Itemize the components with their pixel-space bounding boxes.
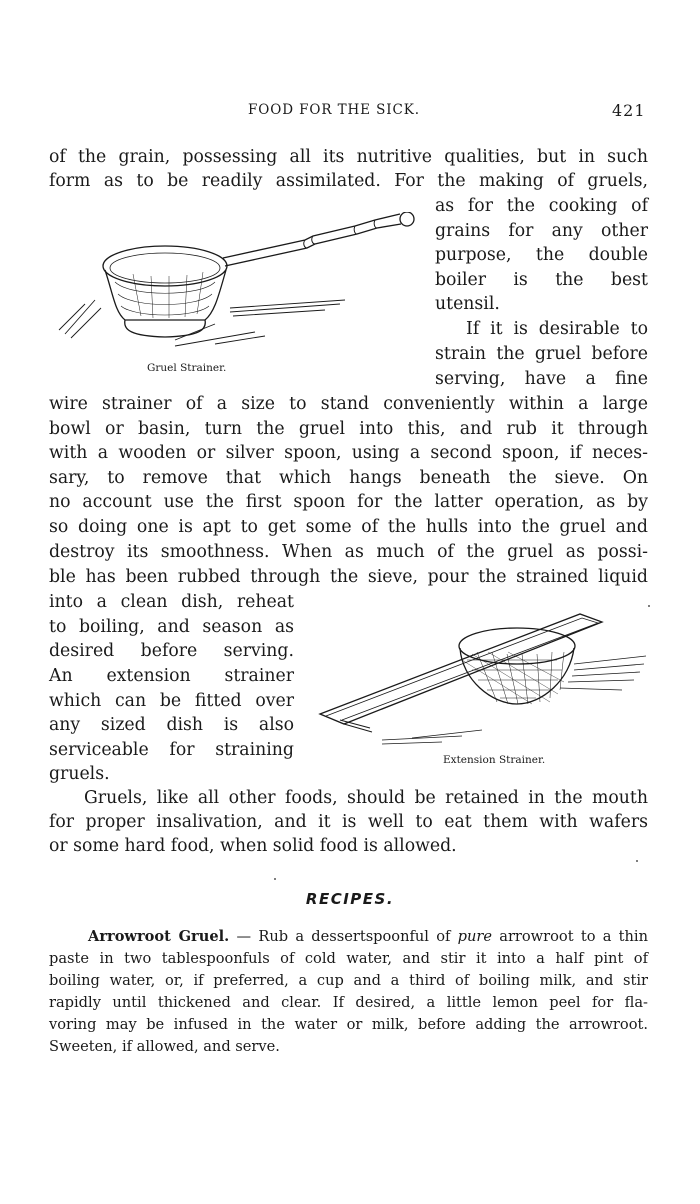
recipes-heading: RECIPES. [305,890,395,908]
recipe-name: Arrowroot Gruel. [88,928,230,945]
print-speck [636,860,638,862]
gruel-strainer-illustration [55,212,420,360]
body-line: serving, have a fine [435,369,648,389]
body-line: destroy its smoothness. When as much of the gruel as possi- [49,542,648,562]
body-line: Gruels, like all other foods, should be retained in the mouth [84,788,648,808]
body-line: desired before serving. [49,641,294,661]
body-line: no account use the first spoon for the latter operation, as by [49,492,648,512]
body-line: serviceable for straining [49,740,294,760]
running-title: FOOD FOR THE SICK. [248,102,420,118]
body-line: so doing one is apt to get some of the hulls into the gruel and [49,517,648,537]
body-line: gruels. [49,764,110,784]
body-line: utensil. [435,294,500,314]
print-speck [648,605,650,607]
recipe-line: paste in two tablespoonfuls of cold water, and stir it into a half pint of [49,950,648,967]
body-line: any sized dish is also [49,715,294,735]
body-line: wire strainer of a size to stand conveniently within a large [49,394,648,414]
recipe-emphasis: pure [457,928,492,945]
page-number: 421 [612,101,646,120]
body-line: for proper insalivation, and it is well to eat them with wafers [49,812,648,832]
recipe-line: Sweeten, if allowed, and serve. [49,1038,280,1055]
body-line: into a clean dish, reheat [49,592,294,612]
body-line: of the grain, possessing all its nutritive qualities, but in such [49,147,648,167]
body-line: to boiling, and season as [49,617,294,637]
body-line: grains for any other [435,221,648,241]
recipe-line: voring may be infused in the water or milk, before adding the arrowroot. [49,1016,648,1033]
body-line: with a wooden or silver spoon, using a second spoon, if neces- [49,443,648,463]
recipe-text: arrowroot to a thin [492,928,648,945]
extension-strainer-illustration [312,608,652,752]
body-line: boiler is the best [435,270,648,290]
recipe-line [88,927,648,947]
body-line: which can be fitted over [49,691,294,711]
recipe-text: Rub a dessertspoonful of [258,928,458,945]
gruel-strainer-caption: Gruel Strainer. [147,362,227,374]
body-line: bowl or basin, turn the gruel into this, and rub it through [49,419,648,439]
body-line: purpose, the double [435,245,648,265]
recipe-line: boiling water, or, if preferred, a cup and a third of boiling milk, and stir [49,972,648,989]
running-head [0,102,700,122]
recipe-dash: — [229,928,259,945]
body-line: as for the cooking of [435,196,648,216]
body-line: strain the gruel before [435,344,648,364]
body-line: An extension strainer [49,666,294,686]
print-speck [274,878,276,880]
extension-strainer-caption: Extension Strainer. [443,754,546,766]
body-line: or some hard food, when solid food is allowed. [49,836,457,856]
body-line: sary, to remove that which hangs beneath the sieve. On [49,468,648,488]
body-line: form as to be readily assimilated. For the making of gruels, [49,171,648,191]
body-line: ble has been rubbed through the sieve, pour the strained liquid [49,567,648,587]
body-line: If it is desirable to [466,319,648,339]
recipe-line: rapidly until thickened and clear. If desired, a little lemon peel for fla- [49,994,648,1011]
